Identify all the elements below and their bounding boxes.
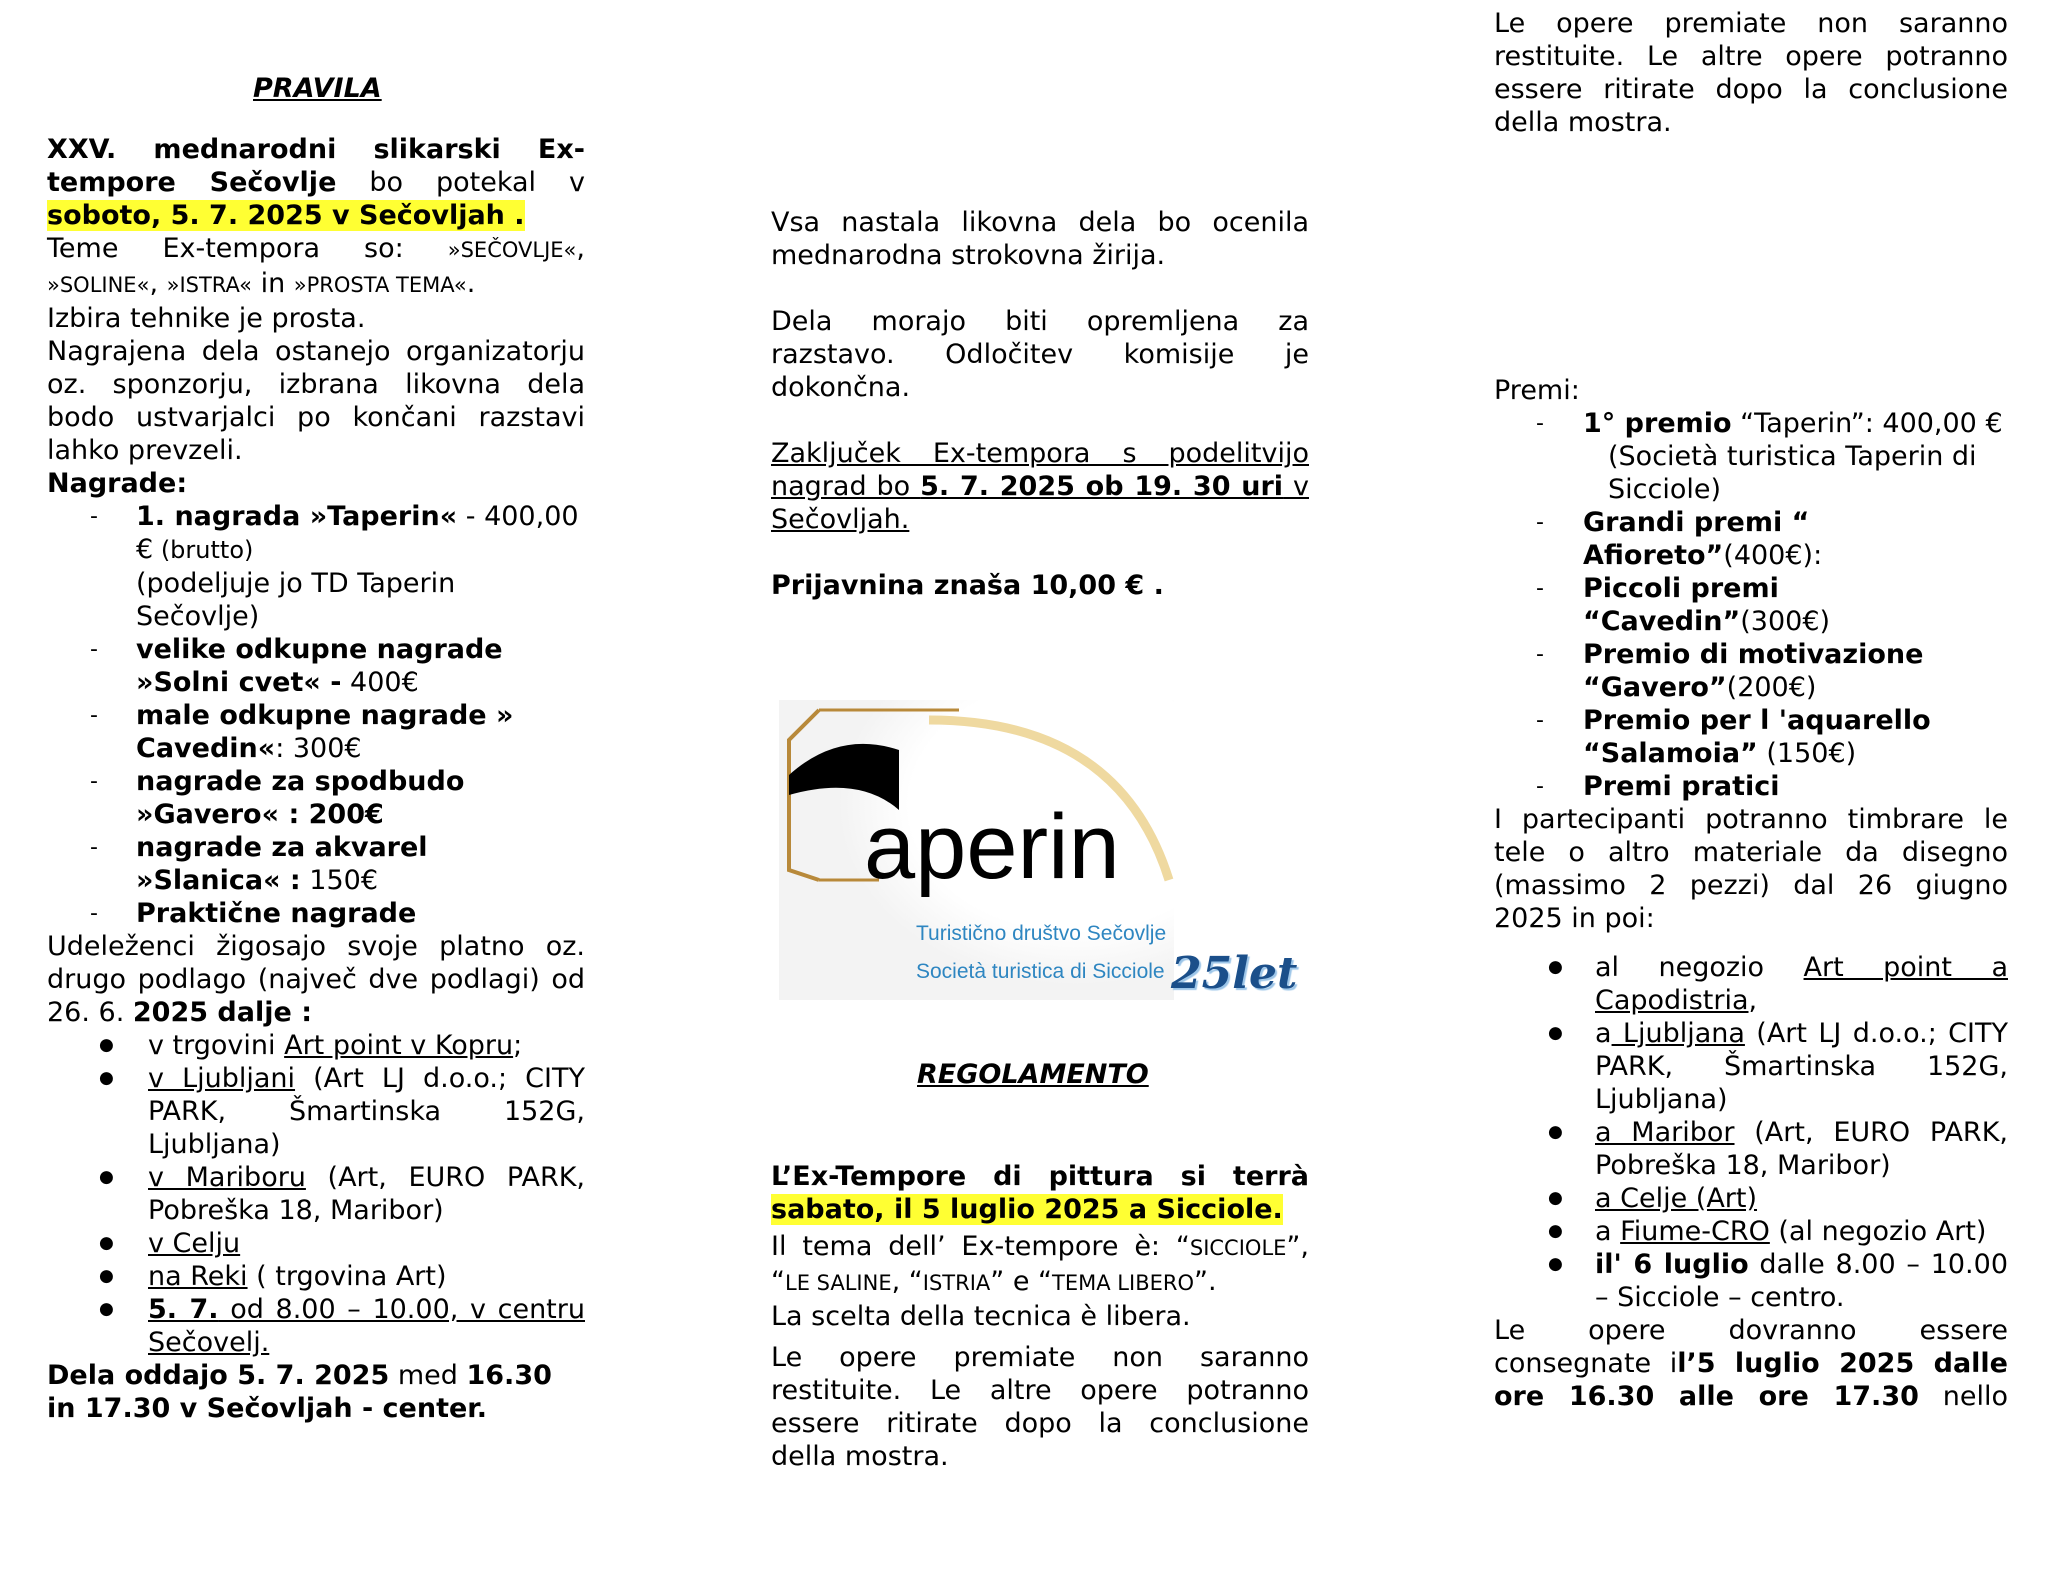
pravila-heading: PRAVILA [253, 73, 382, 104]
regolamento-heading: REGOLAMENTO [917, 1059, 1149, 1090]
it-delivery-text: Le opere dovranno essere consegnate i [1494, 1315, 2008, 1379]
awarded-text: Nagrajena dela ostanejo organizatorju oz. sponzorju, izbrana likovna dela bodo ustvarjalci po končani razstavi lahko prevzeli. [47, 336, 585, 466]
delivery-mid: med [389, 1360, 467, 1391]
list-item [47, 1227, 585, 1260]
list-item [1494, 506, 2008, 572]
theme-and: in [252, 268, 294, 299]
jury-text: Vsa nastala likovna dela bo ocenila mednarodna strokovna žirija. [771, 207, 1309, 271]
list-item [1494, 1017, 2008, 1116]
themes-paragraph: Teme Ex-tempora so: »SEČOVLJE«, »SOLINE«, »ISTRA« in »PROSTA TEMA«. [47, 233, 585, 299]
list-item [47, 1029, 585, 1062]
it-loc6-rest: dalle 8.00 – 10.00 – Sicciole – centro. [1595, 1249, 2008, 1313]
it-theme-sep1: ”, “ [771, 1231, 1309, 1297]
list-item [1494, 1182, 2008, 1215]
it-prize3-title: Piccoli premi “Cavedin” [1583, 573, 1779, 637]
prize1-note: (podeljuje jo TD Taperin Sečovlje) [136, 568, 456, 632]
prize1-value: - 400,00 € [136, 501, 579, 565]
it-theme-saline: LE SALINE [785, 1271, 892, 1295]
theme-istra: »ISTRA« [166, 273, 253, 297]
list-item [1494, 1116, 2008, 1182]
list-item [1494, 704, 2008, 770]
it-prize1-value: “Taperin”: 400,00 € [1731, 408, 2003, 439]
loc4-link[interactable]: v Celju [148, 1228, 241, 1259]
stamp-text: Udeleženci žigosajo svoje platno oz. drugo podlago (največ dve podlagi) od 26. 6. [47, 931, 585, 1028]
stamp-date: 2025 dalje : [132, 997, 312, 1028]
prize2-title: velike odkupne nagrade »Solni cvet« - [136, 634, 503, 698]
it-delivery-end: nello [1918, 1381, 2008, 1412]
loc3-link[interactable]: v Mariboru [148, 1162, 306, 1193]
list-item [47, 1062, 585, 1161]
logo-wordmark: aperin [864, 796, 1120, 898]
closing-prefix: Zaključek Ex-tempora s podelitvijo nagrad bo [771, 438, 1309, 502]
it-loc1-prefix: al negozio [1595, 952, 1804, 983]
it-prize6-title: Premi pratici [1583, 771, 1780, 802]
it-prize4-title: Premio di motivazione “Gavero” [1583, 639, 1924, 703]
taperin-logo [779, 700, 1298, 1000]
prize3-title: male odkupne nagrade » Cavedin« [136, 700, 514, 764]
prize2-value: 400€ [341, 667, 419, 698]
list-item [47, 765, 585, 831]
loc6-rest: od 8.00 – 10.00, v centru Sečovelj. [148, 1294, 585, 1358]
list-item [1494, 1248, 2008, 1314]
technique-text: Izbira tehnike je prosta. [47, 303, 366, 334]
delivery-time: 16.30 in 17.30 v Sečovljah - center. [47, 1360, 552, 1424]
it-themes-paragraph [771, 1230, 1309, 1300]
prize1-brutto: (brutto) [153, 536, 254, 564]
list-item [47, 831, 585, 897]
loc1-suffix: ; [513, 1030, 523, 1061]
it-prize5-title: Premio per l 'aquarello “Salamoia” [1583, 705, 1931, 769]
loc2-link[interactable]: v Ljubljani [148, 1063, 296, 1094]
slovene-rules-continued [771, 206, 1309, 602]
stamp-locations [47, 1029, 585, 1359]
prize5-value: 150€ [300, 865, 378, 896]
it-loc1-link[interactable]: Art point a Capodistria [1595, 952, 2008, 1016]
theme-secovlje: »SEČOVLJE« [447, 238, 577, 262]
italian-rules [771, 1160, 1309, 1472]
delivery-date: Dela oddajo 5. 7. 2025 [47, 1360, 390, 1391]
it-prizes-heading: Premi: [1494, 375, 1580, 406]
loc1-link[interactable]: Art point v Kopru [284, 1030, 514, 1061]
prize1-title: 1. nagrada »Taperin« [136, 501, 458, 532]
it-loc2-rest: (Art LJ d.o.o.; CITY PARK, Šmartinska 152G, Ljubljana) [1595, 1018, 2008, 1115]
it-prize4-value: (200€) [1726, 672, 1817, 703]
delivery-paragraph [47, 1359, 585, 1425]
it-theme-libero: TEMA LIBERO [1052, 1271, 1194, 1295]
list-item [1494, 572, 2008, 638]
intro-paragraph [47, 133, 585, 232]
prize4-title: nagrade za spodbudo »Gavero« : 200€ [136, 766, 465, 830]
it-intro-paragraph [771, 1160, 1309, 1226]
intro-rest: bo potekal v [336, 167, 585, 198]
loc5-link[interactable]: na Reki [148, 1261, 248, 1292]
loc3-rest: (Art, EURO PARK, Pobreška 18, Maribor) [148, 1162, 585, 1226]
it-loc3-link[interactable]: a Maribor [1595, 1117, 1735, 1148]
date-highlight: soboto, 5. 7. 2025 v Sečovljah . [47, 200, 525, 231]
prize3-value: : 300€ [275, 733, 362, 764]
list-item [1494, 1215, 2008, 1248]
logo-anniversary: 25let [1171, 948, 1298, 999]
it-prize2-title: Grandi premi “ Afioreto” [1583, 507, 1810, 571]
it-stamp-text: I partecipanti potranno timbrare le tele o altro materiale da disegno (massimo 2 pezzi) dal 26 giugno 2025 in poi: [1494, 804, 2008, 934]
list-item [47, 1260, 585, 1293]
list-item [47, 897, 585, 930]
list-item [47, 633, 585, 699]
list-item [1494, 770, 2008, 803]
prize6-title: Praktične nagrade [136, 898, 417, 929]
it-prize5-value: (150€) [1757, 738, 1857, 769]
it-theme-end: ”. [1194, 1266, 1217, 1297]
theme-prosta: »PROSTA TEMA« [293, 273, 467, 297]
it-loc5-prefix: a [1595, 1216, 1621, 1247]
list-item [47, 1161, 585, 1227]
it-returns-continued [1494, 8, 2008, 139]
it-loc6-date: il' 6 luglio [1595, 1249, 1749, 1280]
it-prizes-list [1494, 407, 2008, 803]
it-intro-title: L’Ex-Tempore di pittura si terrà [771, 1161, 1309, 1192]
it-stamp-locations [1494, 951, 2008, 1314]
it-loc4-link[interactable]: a Celje (Art) [1595, 1183, 1758, 1214]
list-item [1494, 951, 2008, 1017]
prizes-list [47, 500, 585, 930]
it-loc5-link[interactable]: Fiume-CRO [1620, 1216, 1770, 1247]
italian-prizes [1494, 374, 2008, 1413]
list-item [1494, 407, 2008, 506]
loc2-rest: (Art LJ d.o.o.; CITY PARK, Šmartinska 152G, Ljubljana) [148, 1063, 585, 1160]
list-item [1494, 638, 2008, 704]
it-theme-sep2: , “ [891, 1266, 923, 1297]
fee-text: Prijavnina znaša 10,00 € . [771, 570, 1164, 601]
stamp-paragraph [47, 930, 585, 1029]
slovene-rules [47, 133, 585, 1425]
taperin-logo-graphic [779, 700, 1174, 1000]
it-prize2-value: (400€): [1723, 540, 1823, 571]
it-prize1-note: (Società turistica Taperin di Sicciole) [1608, 441, 1977, 505]
it-loc1-suffix: , [1748, 985, 1758, 1016]
it-delivery-time: l’5 luglio 2025 dalle ore 16.30 alle ore 17.30 [1494, 1348, 2008, 1412]
it-technique: La scelta della tecnica è libera. [771, 1301, 1191, 1332]
it-loc5-rest: (al negozio Art) [1769, 1216, 1987, 1247]
intro-title: XXV. mednarodni slikarski Ex-tempore Sečovlje [47, 134, 585, 198]
it-theme-sep3: ” e “ [990, 1266, 1053, 1297]
loc1-prefix: v trgovini [148, 1030, 285, 1061]
list-item [47, 500, 585, 633]
it-theme-sicciole: SICCIOLE [1189, 1236, 1287, 1260]
it-loc3-rest: (Art, EURO PARK, Pobreška 18, Maribor) [1595, 1117, 2008, 1181]
loc6-date: 5. 7. [148, 1294, 219, 1325]
list-item [47, 1293, 585, 1359]
framing-text: Dela morajo biti opremljena za razstavo. Odločitev komisije je dokončna. [771, 306, 1309, 403]
it-delivery-paragraph [1494, 1314, 2008, 1413]
closing-paragraph [771, 437, 1309, 536]
themes-prefix: Teme Ex-tempora so: [47, 233, 448, 264]
theme-soline: »SOLINE« [47, 273, 150, 297]
it-returns-part1: Le opere premiate non saranno restituite. Le altre opere potranno essere ritirate dopo la conclusione della mostra. [771, 1342, 1309, 1472]
closing-date: 5. 7. 2025 ob 19. 30 uri [920, 471, 1284, 502]
list-item [47, 699, 585, 765]
prizes-heading: Nagrade: [47, 468, 188, 499]
logo-subtitle-it: Società turistica di Sicciole [916, 960, 1165, 983]
it-loc2-link[interactable]: Ljubljana [1611, 1018, 1745, 1049]
it-prize1-title: 1° premio [1583, 408, 1732, 439]
it-theme-istria: ISTRIA [922, 1271, 991, 1295]
closing-suffix: v Sečovljah. [771, 471, 1309, 535]
it-themes-prefix: Il tema dell’ Ex-tempore è: “ [771, 1231, 1190, 1262]
it-date-highlight: sabato, il 5 luglio 2025 a Sicciole. [771, 1194, 1283, 1225]
loc5-rest: ( trgovina Art) [247, 1261, 447, 1292]
logo-subtitle-sl: Turistično društvo Sečovlje [916, 922, 1167, 945]
it-returns-text: Le opere premiate non saranno restituite. Le altre opere potranno essere ritirate dopo la conclusione della mostra. [1494, 8, 2008, 138]
prize5-title: nagrade za akvarel »Slanica« : [136, 832, 428, 896]
it-loc2-prefix: a [1595, 1018, 1612, 1049]
it-prize3-value: (300€) [1740, 606, 1831, 637]
